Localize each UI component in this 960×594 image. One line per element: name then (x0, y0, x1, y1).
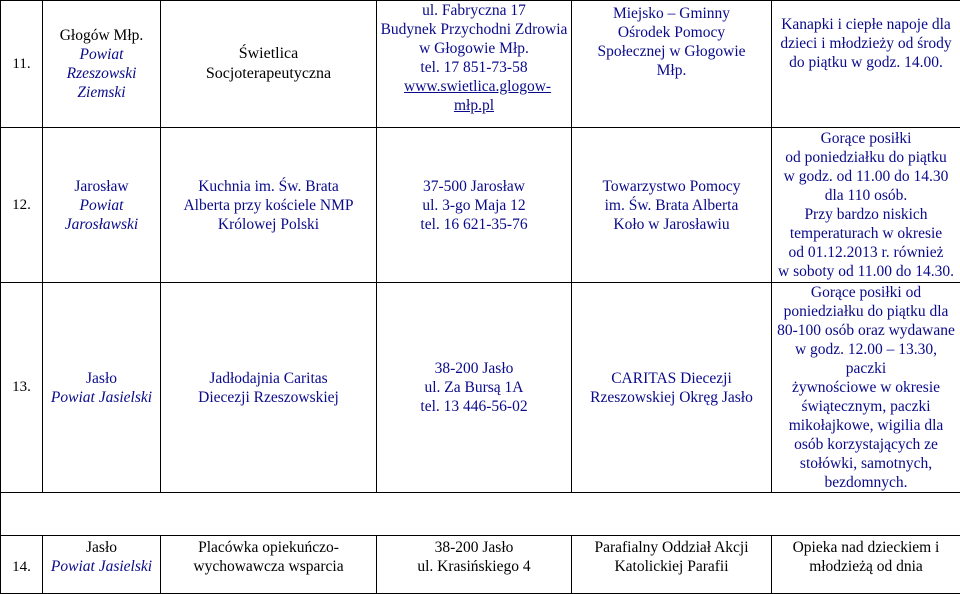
street: ul. Za Bursą 1A (380, 378, 568, 397)
facility-name: Placówka opiekuńczo-wychowawcza wsparcia (161, 536, 377, 594)
row-number: 14. (1, 536, 43, 594)
city: Głogów Młp. (46, 26, 157, 45)
offer-line: osób korzystających ze (775, 435, 957, 454)
offer-line: Gorące posiłki od (775, 283, 957, 302)
row-number: 13. (1, 283, 43, 493)
address-cell (377, 128, 572, 283)
page-break-spacer (1, 493, 960, 536)
offer-cell (772, 283, 960, 493)
district: Powiat Jarosławski (46, 196, 157, 234)
location-cell (43, 283, 161, 493)
offer-line: od poniedziałku do piątku (775, 148, 957, 167)
address-cell (377, 536, 572, 594)
organizer: Miejsko – Gminny Ośrodek Pomocy Społecznej w Głogowie Młp. (572, 1, 772, 128)
phone: tel. 16 621-35-76 (380, 215, 568, 234)
website-link[interactable]: www.swietlica.glogow-młp.pl (380, 77, 568, 115)
offer-line: w soboty od 11.00 do 14.30. (775, 262, 957, 281)
offer-line: poniedziałku do piątku dla (775, 302, 957, 321)
address-cell (377, 1, 572, 128)
facility-name: Świetlica Socjoterapeutyczna (161, 1, 377, 128)
row-number: 11. (1, 1, 43, 128)
location-cell (43, 128, 161, 283)
district: Powiat Jasielski (46, 557, 157, 576)
building: Budynek Przychodni Zdrowia w Głogowie Młp. (380, 20, 568, 58)
street: ul. Fabryczna 17 (380, 1, 568, 20)
offer-line: w godz. od 11.00 do 14.30 (775, 167, 957, 186)
district: Powiat Rzeszowski Ziemski (46, 45, 157, 102)
offer: Kanapki i ciepłe napoje dla dzieci i młodzieży od środy do piątku w godz. 14.00. (772, 1, 960, 128)
organizer: Parafialny Oddział Akcji Katolickiej Parafii (572, 536, 772, 594)
location-cell (43, 1, 161, 128)
organizer: CARITAS Diecezji Rzeszowskiej Okręg Jasło (572, 283, 772, 493)
offer-line: świątecznym, paczki (775, 397, 957, 416)
offer-line: stołówki, samotnych, (775, 454, 957, 473)
address-cell (377, 283, 572, 493)
offer-line: mikołajkowe, wigilia dla (775, 416, 957, 435)
table-row (1, 283, 960, 493)
table-row (1, 536, 960, 594)
postal-city: 37-500 Jarosław (380, 177, 568, 196)
phone: tel. 17 851-73-58 (380, 58, 568, 77)
offer-line: 80-100 osób oraz wydawane (775, 321, 957, 340)
district: Powiat Jasielski (46, 388, 157, 407)
offer-line: dla 110 osób. (775, 186, 957, 205)
table-row (1, 1, 960, 128)
table-row (1, 128, 960, 283)
city: Jasło (46, 538, 157, 557)
facility-name: Kuchnia im. Św. Brata Alberta przy kościele NMP Królowej Polski (161, 128, 377, 283)
offer-line: w godz. 12.00 – 13.30, paczki (775, 340, 957, 378)
offer-line: bezdomnych. (775, 473, 957, 492)
street: ul. 3-go Maja 12 (380, 196, 568, 215)
offer-line: temperaturach w okresie (775, 224, 957, 243)
organizer: Towarzystwo Pomocy im. Św. Brata Alberta Koło w Jarosławiu (572, 128, 772, 283)
row-number: 12. (1, 128, 43, 283)
city: Jasło (46, 369, 157, 388)
offer-cell (772, 128, 960, 283)
phone: tel. 13 446-56-02 (380, 397, 568, 416)
offer: Opieka nad dzieckiem i młodzieżą od dnia (772, 536, 960, 594)
street: ul. Krasińskiego 4 (380, 557, 568, 576)
location-cell (43, 536, 161, 594)
postal-city: 38-200 Jasło (380, 359, 568, 378)
facility-name: Jadłodajnia Caritas Diecezji Rzeszowskiej (161, 283, 377, 493)
city: Jarosław (46, 177, 157, 196)
offer-line: Przy bardzo niskich (775, 205, 957, 224)
offer-line: Gorące posiłki (775, 129, 957, 148)
postal-city: 38-200 Jasło (380, 538, 568, 557)
offer-line: od 01.12.2013 r. również (775, 243, 957, 262)
offer-line: żywnościowe w okresie (775, 378, 957, 397)
